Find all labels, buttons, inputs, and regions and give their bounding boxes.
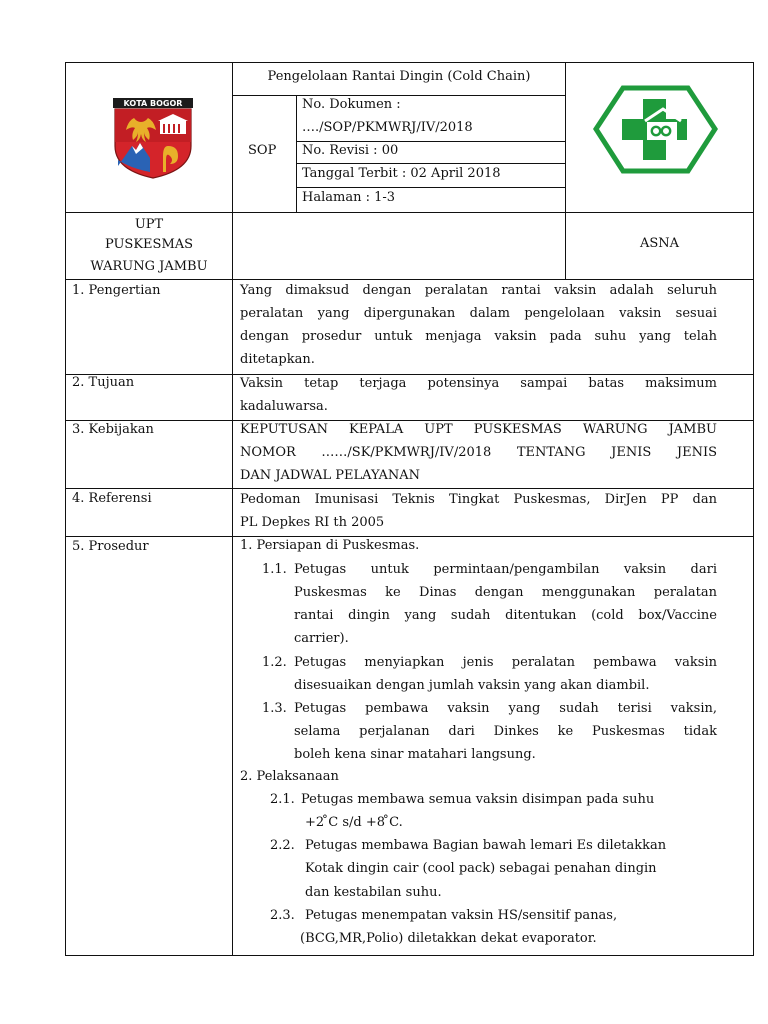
kebijakan-text: [240, 418, 717, 487]
column-divider: [232, 62, 233, 956]
puskesmas-logo: [593, 85, 718, 174]
org-line-2: PUSKESMAS: [104, 237, 194, 252]
text-line: DAN JADWAL PELAYANAN: [240, 468, 421, 483]
page-count: Halaman : 1-3: [302, 190, 396, 205]
step-2-title: 2. Pelaksanaan: [240, 769, 339, 784]
section-label-referensi: 4. Referensi: [72, 491, 152, 506]
step-2-2-line-2: Kotak dingin cair (cool pack) sebagai penahan dingin: [305, 861, 657, 876]
table-border-right: [753, 62, 754, 956]
step-number: 2.2.: [270, 838, 295, 853]
section-label-prosedur: 5. Prosedur: [72, 539, 149, 554]
step-2-2-line-3: dan kestabilan suhu.: [305, 885, 442, 900]
signer-name: ASNA: [639, 236, 680, 251]
step-2-3-line-2: (BCG,MR,Polio) diletakkan dekat evaporator.: [300, 931, 597, 946]
step-1-1-text: [294, 558, 717, 650]
text-line: Vaksin tetap terjaga potensinya sampai batas maksimum: [240, 376, 717, 391]
text-line: Puskesmas ke Dinas dengan menggunakan peralatan: [294, 585, 717, 600]
step-2-2-line-1: Petugas membawa Bagian bawah lemari Es diletakkan: [305, 838, 667, 853]
org-line-3: WARUNG JAMBU: [90, 259, 208, 274]
doc-number-label: No. Dokumen :: [302, 97, 401, 112]
step-number: 1.2.: [262, 655, 287, 670]
step-number: 1.1.: [262, 562, 287, 577]
revision-number: No. Revisi : 00: [302, 143, 399, 158]
text-line: boleh kena sinar matahari langsung.: [294, 747, 536, 762]
step-number: 2.3.: [270, 908, 295, 923]
text-line: Petugas menyiapkan jenis peralatan pembawa vaksin: [294, 655, 717, 670]
text-line: carrier).: [294, 631, 349, 646]
step-1-3-text: [294, 697, 717, 766]
referensi-text: [240, 488, 717, 534]
section-label-tujuan: 2. Tujuan: [72, 375, 135, 390]
table-border-left: [65, 62, 66, 956]
section-label-kebijakan: 3. Kebijakan: [72, 422, 154, 437]
step-number: 2.1.: [270, 792, 295, 807]
text-line: Pedoman Imunisasi Teknis Tingkat Puskesmas, DirJen PP dan: [240, 492, 717, 507]
text-line: PL Depkes RI th 2005: [240, 515, 385, 530]
step-1-2-text: [294, 651, 717, 697]
doc-number-value: …./SOP/PKMWRJ/IV/2018: [302, 120, 473, 135]
table-border-top: [65, 62, 754, 63]
tujuan-text: [240, 372, 717, 418]
step-2-1-line-2: +2 ̊C s/d +8 ̊C.: [305, 815, 403, 830]
section-label-pengertian: 1. Pengertian: [72, 283, 161, 298]
text-line: Petugas untuk permintaan/pengambilan vaksin dari: [294, 562, 717, 577]
text-line: NOMOR ……/SK/PKMWRJ/IV/2018 TENTANG JENIS JENIS: [240, 445, 717, 460]
header-divider-sop: [296, 95, 297, 212]
text-line: Yang dimaksud dengan peralatan rantai vaksin adalah seluruh: [240, 283, 717, 298]
text-line: kadaluwarsa.: [240, 399, 328, 414]
text-line: disesuaikan dengan jumlah vaksin yang akan diambil.: [294, 678, 650, 693]
step-2-1-line-1: Petugas membawa semua vaksin disimpan pada suhu: [301, 792, 655, 807]
kota-bogor-emblem: [110, 96, 196, 180]
emblem-banner-text: KOTA BOGOR: [123, 99, 183, 108]
document-title: Pengelolaan Rantai Dingin (Cold Chain): [267, 69, 531, 84]
text-line: dengan prosedur untuk menjaga vaksin pada suhu yang telah: [240, 329, 717, 344]
text-line: ditetapkan.: [240, 352, 315, 367]
issue-date: Tanggal Terbit : 02 April 2018: [302, 166, 501, 181]
org-line-1: UPT: [134, 217, 164, 232]
text-line: rantai dingin yang sudah ditentukan (cold box/Vaccine: [294, 608, 717, 623]
date-row-border: [296, 187, 566, 188]
step-1-title: 1. Persiapan di Puskesmas.: [240, 538, 420, 553]
step-2-3-line-1: Petugas menempatan vaksin HS/sensitif panas,: [305, 908, 618, 923]
step-number: 1.3.: [262, 701, 287, 716]
table-border-bottom: [65, 955, 754, 956]
pengertian-text: [240, 279, 717, 371]
rev-row-border: [296, 163, 566, 164]
sop-label: SOP: [248, 143, 277, 158]
text-line: peralatan yang dipergunakan dalam pengelolaan vaksin sesuai: [240, 306, 717, 321]
text-line: selama perjalanan dari Dinkes ke Puskesmas tidak: [294, 724, 717, 739]
text-line: KEPUTUSAN KEPALA UPT PUSKESMAS WARUNG JAMBU: [240, 422, 717, 437]
text-line: Petugas pembawa vaksin yang sudah terisi vaksin,: [294, 701, 717, 716]
header-bottom-border: [65, 212, 754, 213]
